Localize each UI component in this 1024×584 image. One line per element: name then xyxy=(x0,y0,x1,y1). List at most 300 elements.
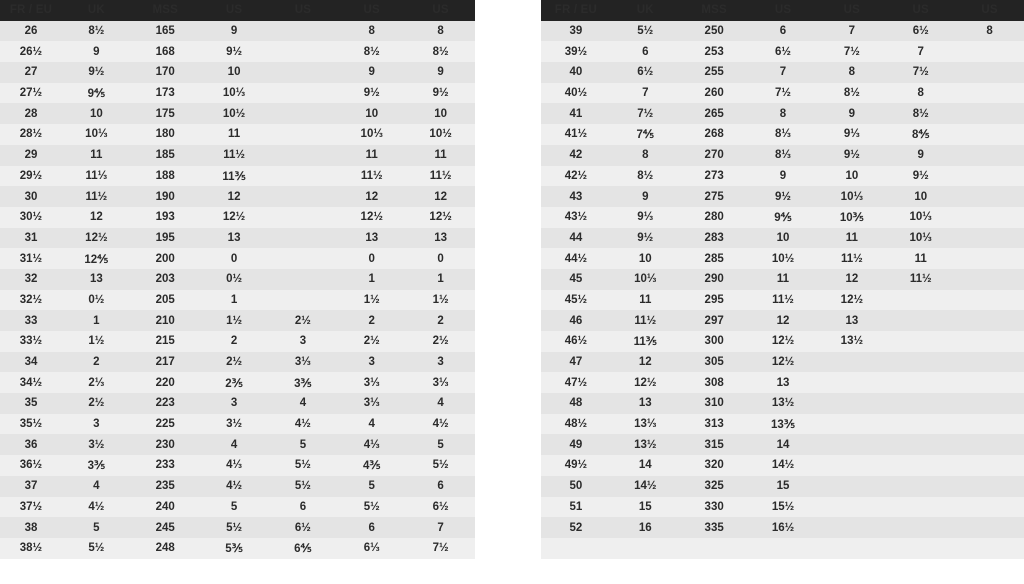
table-cell: 235 xyxy=(131,476,200,497)
table-cell: 215 xyxy=(131,331,200,352)
table-cell xyxy=(955,145,1024,166)
table-cell: 10⅓ xyxy=(200,83,269,104)
table-cell: 4½ xyxy=(200,476,269,497)
table-cell xyxy=(817,517,886,538)
table-row xyxy=(541,124,1024,145)
table-cell: 36 xyxy=(0,434,62,455)
table-cell: 10 xyxy=(62,103,131,124)
column-header-us-2: US xyxy=(269,0,338,21)
table-cell: 5½ xyxy=(200,517,269,538)
table-cell xyxy=(955,393,1024,414)
table-row xyxy=(541,290,1024,311)
table-cell: 38½ xyxy=(0,538,62,559)
table-row xyxy=(0,166,475,187)
column-header-us-1: US xyxy=(200,0,269,21)
table-cell: 4 xyxy=(337,414,406,435)
table-cell: 33½ xyxy=(0,331,62,352)
table-cell: 0½ xyxy=(62,290,131,311)
column-header-us-2: US xyxy=(817,0,886,21)
table-cell: 10 xyxy=(337,103,406,124)
table-cell xyxy=(269,248,338,269)
table-cell: 10⅓ xyxy=(886,228,955,249)
table-cell: 9 xyxy=(200,21,269,42)
table-cell: 11 xyxy=(337,145,406,166)
table-cell xyxy=(269,207,338,228)
table-cell: 8½ xyxy=(611,166,680,187)
table-cell: 320 xyxy=(680,455,749,476)
table-cell: 12⅘ xyxy=(62,248,131,269)
table-row xyxy=(0,248,475,269)
table-cell: 10 xyxy=(406,103,475,124)
table-cell: 2½ xyxy=(337,331,406,352)
table-cell: 6½ xyxy=(406,497,475,518)
table-cell: 9½ xyxy=(611,228,680,249)
table-cell: 3⅗ xyxy=(62,455,131,476)
table-cell: 12 xyxy=(337,186,406,207)
table-row xyxy=(541,538,1024,559)
table-cell: 43½ xyxy=(541,207,611,228)
table-cell xyxy=(955,207,1024,228)
table-cell: 2½ xyxy=(406,331,475,352)
table-cell: 315 xyxy=(680,434,749,455)
table-cell xyxy=(886,331,955,352)
table-cell: 6⅘ xyxy=(269,538,338,559)
table-row xyxy=(541,62,1024,83)
table-cell xyxy=(886,372,955,393)
table-cell: 195 xyxy=(131,228,200,249)
table-cell: 7 xyxy=(406,517,475,538)
table-cell xyxy=(886,414,955,435)
table-cell: 12½ xyxy=(62,228,131,249)
table-cell: 42½ xyxy=(541,166,611,187)
table-cell: 275 xyxy=(680,186,749,207)
table-cell: 12 xyxy=(611,352,680,373)
table-cell: 9⅓ xyxy=(817,124,886,145)
table-row xyxy=(0,207,475,228)
table-cell: 0 xyxy=(200,248,269,269)
table-cell: 10⅗ xyxy=(817,207,886,228)
table-cell: 11⅗ xyxy=(200,166,269,187)
table-cell: 9 xyxy=(749,166,818,187)
table-cell: 9½ xyxy=(62,62,131,83)
right-header-row xyxy=(541,0,1024,21)
table-cell: 1 xyxy=(337,269,406,290)
table-cell: 30½ xyxy=(0,207,62,228)
table-cell: 13½ xyxy=(817,331,886,352)
column-header-us-1: US xyxy=(749,0,818,21)
table-row xyxy=(0,103,475,124)
table-cell: 11⅓ xyxy=(62,166,131,187)
table-cell: 1½ xyxy=(337,290,406,311)
table-row xyxy=(0,517,475,538)
table-cell: 38 xyxy=(0,517,62,538)
table-cell: 0½ xyxy=(200,269,269,290)
table-row xyxy=(0,393,475,414)
table-cell: 6 xyxy=(269,497,338,518)
table-cell: 8 xyxy=(886,83,955,104)
table-cell: 6⅓ xyxy=(337,538,406,559)
table-cell: 27½ xyxy=(0,83,62,104)
table-cell: 2½ xyxy=(62,393,131,414)
table-row xyxy=(0,124,475,145)
table-cell: 13 xyxy=(817,310,886,331)
table-cell: 9⅘ xyxy=(62,83,131,104)
table-cell: 203 xyxy=(131,269,200,290)
table-cell xyxy=(269,290,338,311)
table-cell: 52 xyxy=(541,517,611,538)
table-cell: 10½ xyxy=(749,248,818,269)
table-cell: 11½ xyxy=(337,166,406,187)
table-cell: 3 xyxy=(62,414,131,435)
table-cell xyxy=(269,62,338,83)
table-cell: 12½ xyxy=(337,207,406,228)
table-row xyxy=(541,455,1024,476)
table-cell xyxy=(817,372,886,393)
table-cell: 9½ xyxy=(886,166,955,187)
table-cell: 16½ xyxy=(749,517,818,538)
table-cell xyxy=(269,166,338,187)
table-row xyxy=(541,248,1024,269)
table-cell xyxy=(817,455,886,476)
table-cell: 26½ xyxy=(0,41,62,62)
table-cell: 10⅓ xyxy=(337,124,406,145)
table-cell: 12½ xyxy=(200,207,269,228)
table-cell: 49 xyxy=(541,434,611,455)
table-cell: 8⅓ xyxy=(749,124,818,145)
table-cell: 12½ xyxy=(406,207,475,228)
left-table-body xyxy=(0,21,475,559)
table-cell: 46½ xyxy=(541,331,611,352)
table-cell: 210 xyxy=(131,310,200,331)
table-row xyxy=(0,145,475,166)
column-header-mss: MSS xyxy=(131,0,200,21)
table-row xyxy=(0,331,475,352)
table-cell: 2½ xyxy=(269,310,338,331)
table-cell: 9 xyxy=(886,145,955,166)
table-cell: 29½ xyxy=(0,166,62,187)
table-cell: 168 xyxy=(131,41,200,62)
table-cell: 8½ xyxy=(62,21,131,42)
table-cell xyxy=(269,228,338,249)
table-cell: 12 xyxy=(749,310,818,331)
table-cell: 12½ xyxy=(749,331,818,352)
left-table-head xyxy=(0,0,475,21)
table-cell: 3½ xyxy=(200,414,269,435)
table-cell xyxy=(886,393,955,414)
table-row xyxy=(541,497,1024,518)
table-row xyxy=(0,269,475,290)
table-cell: 283 xyxy=(680,228,749,249)
table-cell: 37½ xyxy=(0,497,62,518)
table-cell: 8⅓ xyxy=(749,145,818,166)
table-row xyxy=(0,434,475,455)
table-cell: 11½ xyxy=(611,310,680,331)
column-header-fr-eu: FR / EU xyxy=(0,0,62,21)
table-cell: 1½ xyxy=(62,331,131,352)
table-cell: 6½ xyxy=(749,41,818,62)
table-cell: 11⅗ xyxy=(611,331,680,352)
table-cell: 11½ xyxy=(886,269,955,290)
table-cell xyxy=(680,538,749,559)
table-cell: 200 xyxy=(131,248,200,269)
table-cell: 9½ xyxy=(749,186,818,207)
table-cell: 9⅓ xyxy=(611,207,680,228)
table-cell: 6 xyxy=(406,476,475,497)
table-cell: 12½ xyxy=(611,372,680,393)
table-cell: 33 xyxy=(0,310,62,331)
table-row xyxy=(541,331,1024,352)
table-cell: 245 xyxy=(131,517,200,538)
table-cell: 15 xyxy=(749,476,818,497)
table-cell: 11½ xyxy=(749,290,818,311)
table-cell: 4 xyxy=(62,476,131,497)
table-cell: 9 xyxy=(62,41,131,62)
column-header-mss: MSS xyxy=(680,0,749,21)
table-cell: 9½ xyxy=(200,41,269,62)
table-cell: 11 xyxy=(200,124,269,145)
table-row xyxy=(0,476,475,497)
table-cell: 13 xyxy=(337,228,406,249)
table-cell: 14 xyxy=(611,455,680,476)
table-cell: 8 xyxy=(611,145,680,166)
table-cell: 7 xyxy=(817,21,886,42)
table-cell: 27 xyxy=(0,62,62,83)
table-cell: 5½ xyxy=(62,538,131,559)
table-row xyxy=(541,145,1024,166)
table-cell: 37 xyxy=(0,476,62,497)
table-row xyxy=(0,186,475,207)
table-cell: 2 xyxy=(62,352,131,373)
column-header-us-3: US xyxy=(337,0,406,21)
table-cell: 14 xyxy=(749,434,818,455)
table-cell: 2 xyxy=(406,310,475,331)
table-cell: 40½ xyxy=(541,83,611,104)
table-cell: 7 xyxy=(886,41,955,62)
table-cell: 9½ xyxy=(817,145,886,166)
table-row xyxy=(541,41,1024,62)
table-cell: 11½ xyxy=(62,186,131,207)
table-cell: 9 xyxy=(611,186,680,207)
table-cell xyxy=(817,538,886,559)
table-row xyxy=(0,21,475,42)
table-cell: 50 xyxy=(541,476,611,497)
table-cell: 26 xyxy=(0,21,62,42)
table-cell: 248 xyxy=(131,538,200,559)
table-cell: 268 xyxy=(680,124,749,145)
table-cell: 9 xyxy=(817,103,886,124)
table-cell: 11 xyxy=(406,145,475,166)
table-cell: 39 xyxy=(541,21,611,42)
table-row xyxy=(0,290,475,311)
table-cell: 193 xyxy=(131,207,200,228)
table-cell: 31 xyxy=(0,228,62,249)
table-cell: 9 xyxy=(337,62,406,83)
table-row xyxy=(541,310,1024,331)
table-cell: 7 xyxy=(611,83,680,104)
table-cell: 2½ xyxy=(200,352,269,373)
table-cell: 44 xyxy=(541,228,611,249)
table-cell xyxy=(955,517,1024,538)
table-cell: 260 xyxy=(680,83,749,104)
table-cell xyxy=(817,497,886,518)
table-cell: 51 xyxy=(541,497,611,518)
table-cell: 280 xyxy=(680,207,749,228)
column-header-uk: UK xyxy=(611,0,680,21)
table-cell: 14½ xyxy=(749,455,818,476)
table-cell: 12 xyxy=(817,269,886,290)
table-row xyxy=(541,228,1024,249)
table-cell: 13½ xyxy=(611,434,680,455)
table-cell: 3⅓ xyxy=(406,372,475,393)
table-row xyxy=(0,41,475,62)
table-cell: 5⅗ xyxy=(200,538,269,559)
table-row xyxy=(541,414,1024,435)
table-cell: 285 xyxy=(680,248,749,269)
table-cell: 165 xyxy=(131,21,200,42)
table-cell: 47½ xyxy=(541,372,611,393)
table-cell: 3 xyxy=(200,393,269,414)
table-cell: 8½ xyxy=(406,41,475,62)
table-cell: 7 xyxy=(749,62,818,83)
table-cell xyxy=(955,290,1024,311)
table-cell: 273 xyxy=(680,166,749,187)
table-cell: 1½ xyxy=(406,290,475,311)
table-cell: 11½ xyxy=(200,145,269,166)
table-cell: 205 xyxy=(131,290,200,311)
table-cell xyxy=(886,455,955,476)
table-cell: 34½ xyxy=(0,372,62,393)
table-cell: 9½ xyxy=(337,83,406,104)
table-cell: 335 xyxy=(680,517,749,538)
table-cell: 43 xyxy=(541,186,611,207)
table-cell: 10 xyxy=(200,62,269,83)
table-cell xyxy=(817,352,886,373)
table-cell: 308 xyxy=(680,372,749,393)
table-cell: 4½ xyxy=(269,414,338,435)
table-row xyxy=(541,517,1024,538)
table-row xyxy=(541,21,1024,42)
table-cell: 10⅓ xyxy=(886,207,955,228)
table-cell xyxy=(269,21,338,42)
table-cell: 13 xyxy=(749,372,818,393)
table-cell: 35½ xyxy=(0,414,62,435)
column-header-us-4: US xyxy=(406,0,475,21)
table-row xyxy=(0,538,475,559)
table-row xyxy=(541,186,1024,207)
table-cell xyxy=(886,352,955,373)
table-cell: 11 xyxy=(886,248,955,269)
table-cell: 44½ xyxy=(541,248,611,269)
table-row xyxy=(0,310,475,331)
table-cell: 6 xyxy=(749,21,818,42)
table-cell: 310 xyxy=(680,393,749,414)
table-cell: 250 xyxy=(680,21,749,42)
table-cell: 5 xyxy=(269,434,338,455)
table-cell: 8 xyxy=(749,103,818,124)
table-cell: 39½ xyxy=(541,41,611,62)
table-cell xyxy=(955,310,1024,331)
table-row xyxy=(0,414,475,435)
table-cell xyxy=(955,414,1024,435)
table-cell: 32 xyxy=(0,269,62,290)
table-cell: 5 xyxy=(406,434,475,455)
table-cell: 3⅓ xyxy=(337,393,406,414)
column-header-uk: UK xyxy=(62,0,131,21)
table-cell: 46 xyxy=(541,310,611,331)
table-cell xyxy=(541,538,611,559)
right-panel xyxy=(541,0,1024,584)
table-cell: 11 xyxy=(611,290,680,311)
table-cell: 5 xyxy=(337,476,406,497)
table-cell: 4½ xyxy=(406,414,475,435)
table-cell: 10 xyxy=(817,166,886,187)
table-cell: 180 xyxy=(131,124,200,145)
table-cell: 9½ xyxy=(406,83,475,104)
table-cell xyxy=(269,186,338,207)
table-cell: 9 xyxy=(406,62,475,83)
table-cell: 5½ xyxy=(337,497,406,518)
table-cell xyxy=(886,517,955,538)
table-cell: 34 xyxy=(0,352,62,373)
table-cell: 4 xyxy=(406,393,475,414)
table-cell: 41½ xyxy=(541,124,611,145)
table-cell: 4⅗ xyxy=(337,455,406,476)
table-cell: 255 xyxy=(680,62,749,83)
table-cell: 12½ xyxy=(817,290,886,311)
table-cell xyxy=(817,414,886,435)
table-cell: 7½ xyxy=(749,83,818,104)
table-cell xyxy=(269,269,338,290)
table-cell: 6½ xyxy=(611,62,680,83)
table-cell xyxy=(817,393,886,414)
table-cell: 4 xyxy=(269,393,338,414)
table-cell: 330 xyxy=(680,497,749,518)
table-cell: 42 xyxy=(541,145,611,166)
table-cell xyxy=(955,434,1024,455)
table-cell xyxy=(955,83,1024,104)
table-cell: 12 xyxy=(200,186,269,207)
left-header-row xyxy=(0,0,475,21)
table-cell: 190 xyxy=(131,186,200,207)
table-cell: 15 xyxy=(611,497,680,518)
table-cell: 240 xyxy=(131,497,200,518)
table-cell: 3⅓ xyxy=(269,352,338,373)
table-cell: 253 xyxy=(680,41,749,62)
table-cell: 47 xyxy=(541,352,611,373)
table-cell: 13 xyxy=(611,393,680,414)
table-cell: 13 xyxy=(200,228,269,249)
table-cell: 10⅓ xyxy=(817,186,886,207)
table-cell: 4⅓ xyxy=(337,434,406,455)
table-cell: 5 xyxy=(62,517,131,538)
table-cell: 2⅓ xyxy=(62,372,131,393)
table-cell: 175 xyxy=(131,103,200,124)
table-cell: 7½ xyxy=(406,538,475,559)
table-cell xyxy=(955,62,1024,83)
table-cell: 5½ xyxy=(611,21,680,42)
table-cell: 12 xyxy=(406,186,475,207)
table-cell: 4½ xyxy=(62,497,131,518)
table-cell: 217 xyxy=(131,352,200,373)
table-cell: 13 xyxy=(62,269,131,290)
table-cell: 1 xyxy=(406,269,475,290)
table-cell: 5½ xyxy=(269,476,338,497)
table-cell: 11½ xyxy=(817,248,886,269)
table-cell: 305 xyxy=(680,352,749,373)
table-cell: 45 xyxy=(541,269,611,290)
table-cell: 3 xyxy=(337,352,406,373)
table-cell: 41 xyxy=(541,103,611,124)
